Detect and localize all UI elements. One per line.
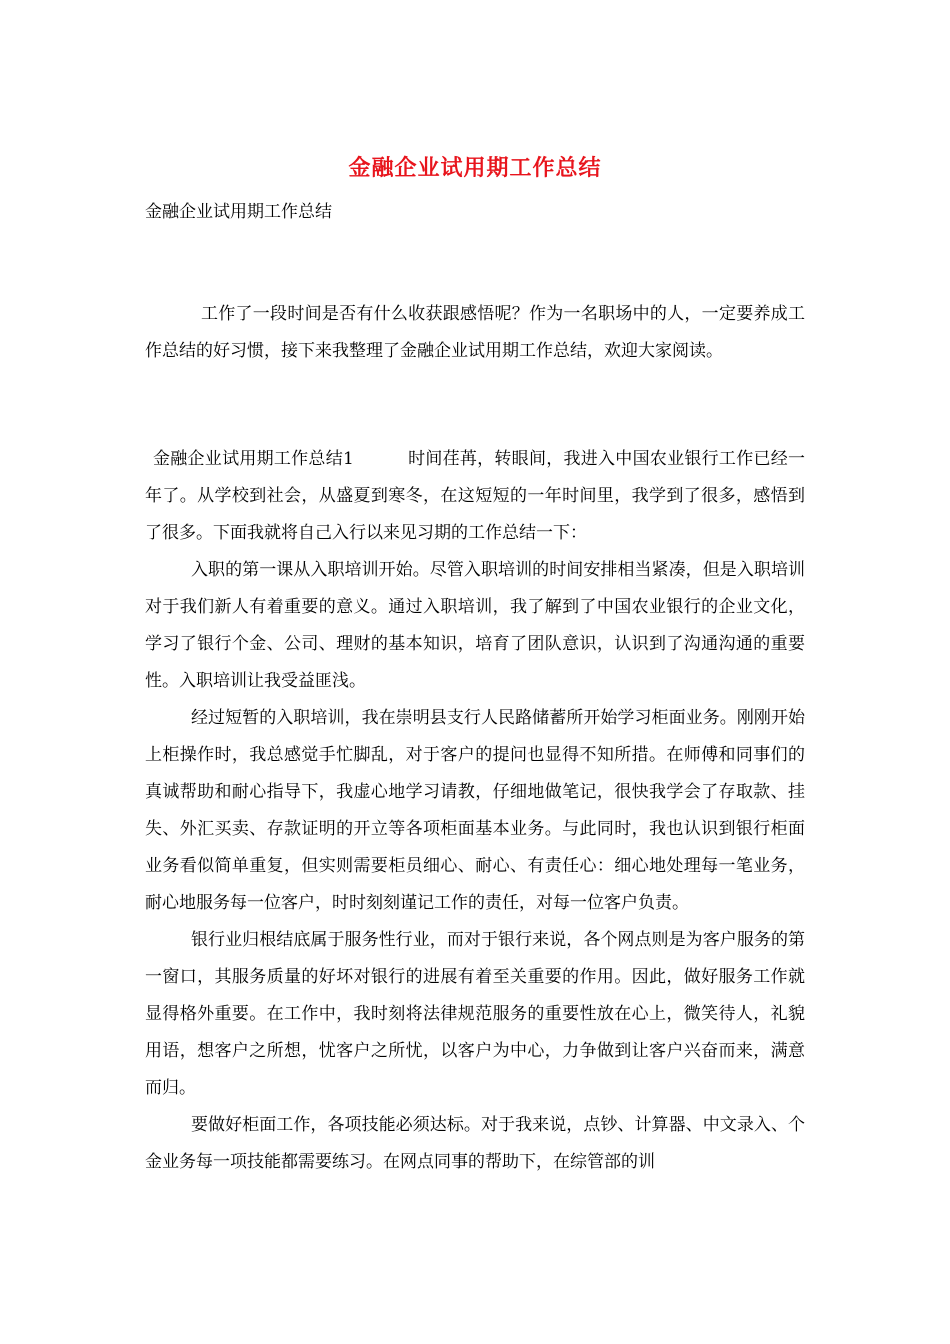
document-title: 金融企业试用期工作总结 <box>348 155 602 181</box>
paragraph-1: 时间荏苒，转眼间，我进入中国农业银行工作已经一年了。从学校到社会，从盛夏到寒冬，在这短短的一年时间里，我学到了很多，感悟到了很多。下面我就将自己入行以来见习期的工作总结一下： <box>145 449 806 543</box>
paragraph-3: 经过短暂的入职培训，我在崇明县支行人民路储蓄所开始学习柜面业务。刚刚开始上柜操作时，我总感觉手忙脚乱，对于客户的提问也显得不知所措。在师傅和同事们的真诚帮助和耐心指导下，我虚心地学习请教，仔细地做笔记，很快我学会了存取款、挂失、外汇买卖、存款证明的开立等各项柜面基本业务。与此同时，我也认识到银行柜面业务看似简单重复，但实则需要柜员细心、耐心、有责任心：细心地处理每一笔业务，耐心地服务每一位客户，时时刻刻谨记工作的责任，对每一位客户负责。 <box>145 708 805 913</box>
document-subtitle: 金融企业试用期工作总结 <box>145 202 332 222</box>
paragraph-5: 要做好柜面工作，各项技能必须达标。对于我来说，点钞、计算器、中文录入、个金业务每一项技能都需要练习。在网点同事的帮助下，在综管部的训 <box>145 1115 805 1172</box>
paragraph-4: 银行业归根结底属于服务性行业，而对于银行来说，各个网点则是为客户服务的第一窗口，其服务质量的好坏对银行的进展有着至关重要的作用。因此，做好服务工作就显得格外重要。在工作中，我时刻将法律规范服务的重要性放在心上，微笑待人，礼貌用语，想客户之所想，忧客户之所忧，以客户为中心，力争做到让客户兴奋而来，满意而归。 <box>145 930 805 1098</box>
intro-paragraph: 工作了一段时间是否有什么收获跟感悟呢？作为一名职场中的人，一定要养成工作总结的好习惯，接下来我整理了金融企业试用期工作总结，欢迎大家阅读。 <box>145 304 805 361</box>
paragraph-2: 入职的第一课从入职培训开始。尽管入职培训的时间安排相当紧凑，但是入职培训对于我们新人有着重要的意义。通过入职培训，我了解到了中国农业银行的企业文化，学习了银行个金、公司、理财的基本知识，培育了团队意识，认识到了沟通沟通的重要性。入职培训让我受益匪浅。 <box>145 560 805 691</box>
section-body <box>145 441 805 1181</box>
section-first-paragraph <box>145 441 805 552</box>
section-heading: 金融企业试用期工作总结1 <box>153 449 354 469</box>
